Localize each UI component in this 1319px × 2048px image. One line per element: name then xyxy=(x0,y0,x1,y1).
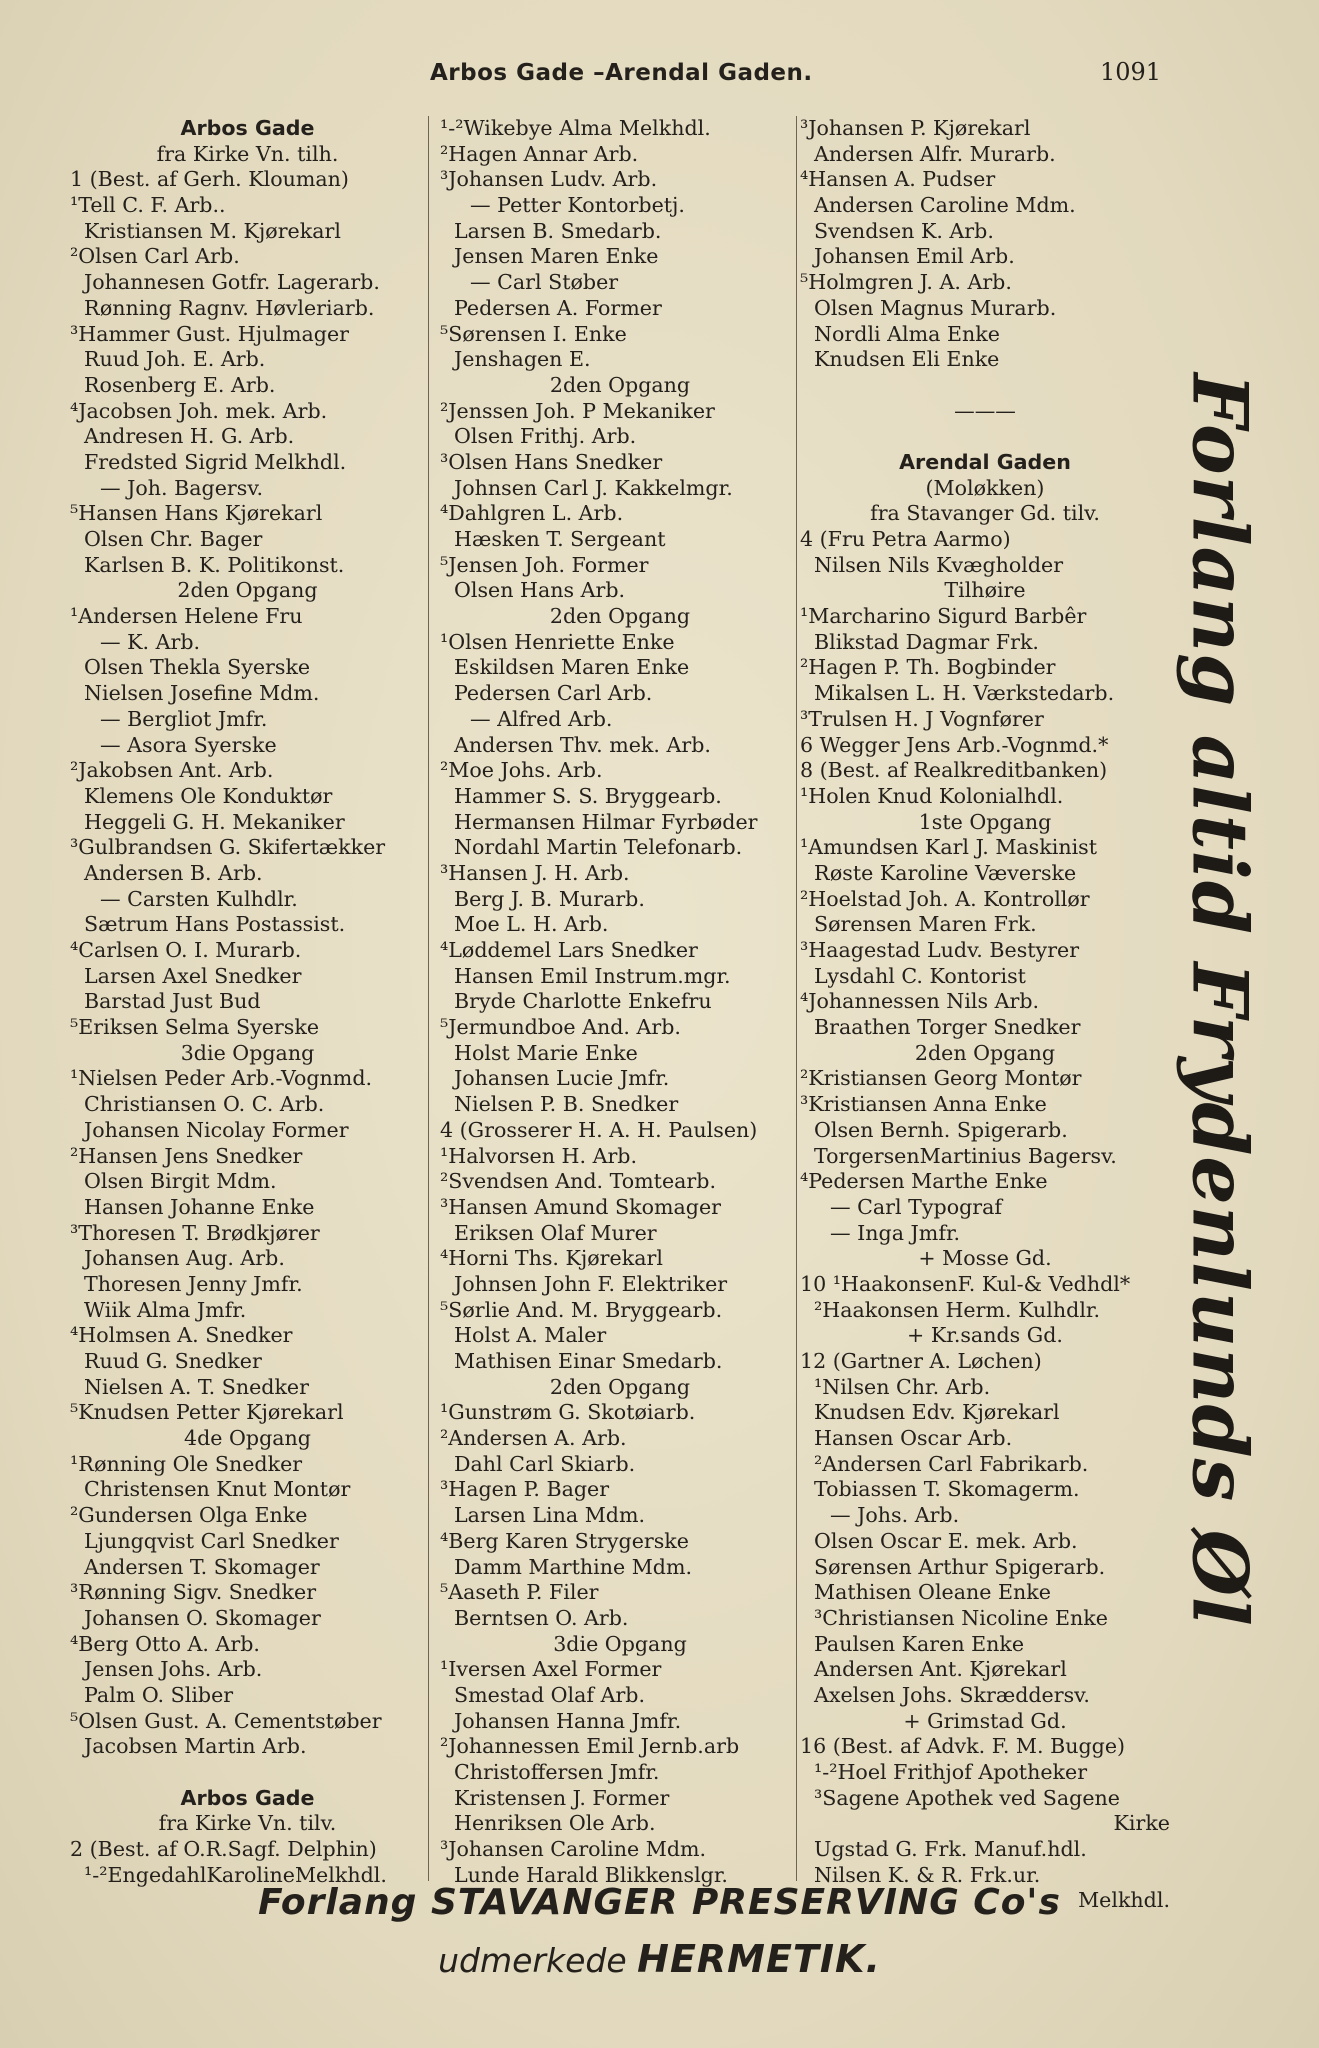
directory-entry: Johannesen Gotfr. Lagerarb. xyxy=(84,270,380,295)
directory-entry: Paulsen Karen Enke xyxy=(814,1631,1025,1656)
directory-entry: ⁵Jermundboe And. Arb. xyxy=(440,1015,681,1040)
directory-entry: ²Moe Johs. Arb. xyxy=(440,758,603,783)
section-label: 2den Opgang xyxy=(177,578,318,603)
directory-entry: Sørensen Arthur Spigerarb. xyxy=(814,1554,1106,1579)
directory-entry: Johansen O. Skomager xyxy=(84,1605,321,1630)
directory-entry: ⁴Løddemel Lars Snedker xyxy=(440,938,698,962)
directory-entry: Olsen Thekla Syerske xyxy=(84,655,311,680)
directory-entry: ²Johannessen Emil Jernb.arb xyxy=(440,1734,740,1759)
directory-entry: Palm O. Sliber xyxy=(84,1682,234,1707)
directory-entry: ⁵Hansen Hans Kjørekarl xyxy=(70,501,323,526)
directory-entry: Olsen Oscar E. mek. Arb. xyxy=(814,1528,1078,1553)
directory-entry: Sætrum Hans Postassist. xyxy=(84,912,346,937)
directory-entry: ³Johansen P. Kjørekarl xyxy=(800,116,1031,140)
directory-entry: Johnsen John F. Elektriker xyxy=(454,1271,728,1296)
directory-entry: ²Gundersen Olga Enke xyxy=(70,1503,308,1528)
directory-entry: Hansen Johanne Enke xyxy=(84,1194,315,1219)
directory-entry: Larsen B. Smedarb. xyxy=(454,218,662,243)
directory-entry: ²Andersen A. Arb. xyxy=(440,1426,627,1451)
directory-entry: Andersen B. Arb. xyxy=(84,860,263,885)
directory-entry: Holst Marie Enke xyxy=(454,1040,638,1065)
directory-entry: ³Gulbrandsen G. Skifertækker xyxy=(70,835,386,860)
section-label: 3die Opgang xyxy=(180,1040,315,1065)
directory-entry: ¹Rønning Ole Snedker xyxy=(70,1451,303,1476)
directory-entry: Dahl Carl Skiarb. xyxy=(454,1451,636,1476)
directory-entry: — Carl Typograf xyxy=(830,1194,1003,1219)
directory-entry: — Bergliot Jmfr. xyxy=(100,706,268,731)
directory-entry: ⁴Jacobsen Joh. mek. Arb. xyxy=(70,398,328,423)
directory-column-right xyxy=(800,116,1170,1914)
directory-entry: Thoresen Jenny Jmfr. xyxy=(84,1271,303,1296)
directory-entry: Christiansen O. C. Arb. xyxy=(84,1092,325,1117)
directory-entry: Hansen Emil Instrum.mgr. xyxy=(454,963,731,988)
directory-entry: ³Johansen Caroline Mdm. xyxy=(440,1837,707,1862)
directory-entry: ¹-²Wikebye Alma Melkhdl. xyxy=(440,116,711,140)
directory-entry: ⁴Johannessen Nils Arb. xyxy=(800,989,1040,1014)
sidebar-advertisement xyxy=(1175,373,1265,1627)
directory-entry: Johansen Emil Arb. xyxy=(814,244,1015,269)
directory-entry: Klemens Ole Konduktør xyxy=(84,783,333,808)
directory-entry: Henriksen Ole Arb. xyxy=(454,1811,656,1836)
directory-entry: Ugstad G. Frk. Manuf.hdl. xyxy=(814,1837,1087,1862)
directory-entry: Johansen Aug. Arb. xyxy=(84,1246,285,1271)
directory-entry: ¹Marcharino Sigurd Barbêr xyxy=(800,604,1087,629)
directory-entry: ⁴Hansen A. Pudser xyxy=(800,167,996,192)
directory-entry: ²Olsen Carl Arb. xyxy=(70,244,240,269)
directory-entry: ³Kristiansen Anna Enke xyxy=(800,1092,1047,1117)
section-label: + Kr.sands Gd. xyxy=(907,1323,1063,1348)
directory-entry: ⁵Olsen Gust. A. Cementstøber xyxy=(70,1708,382,1733)
directory-entry: Rosenberg E. Arb. xyxy=(84,372,276,397)
directory-entry: ²Haakonsen Herm. Kulhdlr. xyxy=(814,1297,1101,1322)
directory-entry: ¹Nielsen Peder Arb.-Vognmd. xyxy=(70,1066,373,1091)
directory-entry: Mikalsen L. H. Værkstedarb. xyxy=(814,681,1115,706)
footer-ad-line-2 xyxy=(0,1937,1319,1981)
directory-entry: ⁵Knudsen Petter Kjørekarl xyxy=(70,1400,344,1425)
directory-column-left xyxy=(70,116,425,1888)
directory-entry: ⁴Carlsen O. I. Murarb. xyxy=(70,938,302,962)
directory-entry: Kristensen J. Former xyxy=(454,1785,670,1810)
directory-entry: ³Hammer Gust. Hjulmager xyxy=(70,321,349,346)
directory-entry: Nilsen K. & R. Frk.ur. xyxy=(814,1862,1041,1887)
directory-entry: 4 (Fru Petra Aarmo) xyxy=(800,527,1011,551)
section-label: 3die Opgang xyxy=(553,1631,687,1656)
section-label: + Mosse Gd. xyxy=(918,1246,1052,1271)
directory-entry: Mathisen Oleane Enke xyxy=(814,1580,1051,1605)
directory-entry: Olsen Chr. Bager xyxy=(84,527,263,551)
directory-entry: ³Hansen Amund Skomager xyxy=(440,1194,721,1219)
section-label: ——— xyxy=(954,398,1016,423)
directory-entry: 8 (Best. af Realkreditbanken) xyxy=(800,758,1108,783)
directory-entry: Jensen Johs. Arb. xyxy=(84,1657,263,1682)
directory-entry: 16 (Best. af Advk. F. M. Bugge) xyxy=(800,1734,1126,1759)
directory-entry: Kirke xyxy=(1113,1811,1170,1836)
directory-entry: ²Jakobsen Ant. Arb. xyxy=(70,758,274,783)
directory-entry: Olsen Bernh. Spigerarb. xyxy=(814,1117,1068,1142)
directory-entry: Nordahl Martin Telefonarb. xyxy=(454,835,743,860)
section-label: Tilhøire xyxy=(944,578,1026,603)
directory-entry: ³Haagestad Ludv. Bestyrer xyxy=(800,938,1080,962)
directory-entry: Nilsen Nils Kvægholder xyxy=(814,552,1064,577)
directory-entry: ¹Tell C. F. Arb.. xyxy=(70,193,226,218)
directory-entry: Andersen Thv. mek. Arb. xyxy=(454,732,711,757)
directory-entry: Andersen Ant. Kjørekarl xyxy=(814,1657,1067,1682)
directory-entry: — Carsten Kulhdlr. xyxy=(100,886,298,911)
directory-entry: Nielsen P. B. Snedker xyxy=(454,1092,679,1117)
directory-entry: ²Andersen Carl Fabrikarb. xyxy=(814,1451,1089,1476)
directory-entry: — Carl Støber xyxy=(470,270,619,295)
directory-entry: 12 (Gartner A. Løchen) xyxy=(800,1349,1042,1373)
directory-entry: ²Hansen Jens Snedker xyxy=(70,1143,303,1168)
directory-entry: 2 (Best. af O.R.Sagf. Delphin) xyxy=(70,1837,377,1862)
directory-entry: ³Sagene Apothek ved Sagene xyxy=(814,1785,1120,1810)
directory-entry: ¹-²EngedahlKarolineMelkhdl. xyxy=(84,1862,387,1887)
directory-entry: Olsen Frithj. Arb. xyxy=(454,424,637,449)
directory-entry: ⁵Holmgren J. A. Arb. xyxy=(800,270,1012,295)
directory-entry: 4 (Grosserer H. A. H. Paulsen) xyxy=(440,1117,758,1142)
section-label: fra Kirke Vn. tilv. xyxy=(158,1811,337,1836)
directory-entry: Berntsen O. Arb. xyxy=(454,1605,629,1630)
directory-entry: ³Rønning Sigv. Snedker xyxy=(70,1580,317,1605)
directory-entry: ¹Halvorsen H. Arb. xyxy=(440,1143,638,1168)
directory-entry: — K. Arb. xyxy=(100,629,201,654)
directory-entry: ²Hagen Annar Arb. xyxy=(440,141,639,166)
directory-entry: Hermansen Hilmar Fyrbøder xyxy=(454,809,758,834)
directory-entry: Lunde Harald Blikkenslgr. xyxy=(454,1862,728,1887)
directory-entry: ⁵Sørensen I. Enke xyxy=(440,321,627,346)
directory-entry: ¹Olsen Henriette Enke xyxy=(440,629,675,654)
directory-entry: Hæsken T. Sergeant xyxy=(454,527,666,551)
directory-entry: Johansen Lucie Jmfr. xyxy=(454,1066,670,1091)
section-label: fra Stavanger Gd. tilv. xyxy=(870,501,1100,526)
directory-entry: Knudsen Eli Enke xyxy=(814,347,1000,372)
directory-entry: Larsen Axel Snedker xyxy=(84,963,302,988)
directory-entry: ⁴Berg Otto A. Arb. xyxy=(70,1631,260,1656)
directory-entry: ⁵Aaseth P. Filer xyxy=(440,1580,599,1605)
directory-entry: Pedersen A. Former xyxy=(454,295,662,320)
directory-entry: ²Hoelstad Joh. A. Kontrollør xyxy=(800,886,1090,911)
section-label: (Moløkken) xyxy=(925,475,1045,500)
directory-entry: ⁴Holmsen A. Snedker xyxy=(70,1323,293,1348)
directory-entry: Nielsen A. T. Snedker xyxy=(84,1374,309,1399)
directory-entry: Berg J. B. Murarb. xyxy=(454,886,645,911)
directory-entry: Johansen Hanna Jmfr. xyxy=(454,1708,682,1733)
section-label: 2den Opgang xyxy=(549,372,691,397)
directory-entry: Braathen Torger Snedker xyxy=(814,1015,1081,1040)
directory-entry: Axelsen Johs. Skræddersv. xyxy=(814,1682,1090,1707)
directory-entry: Karlsen B. K. Politikonst. xyxy=(84,552,345,577)
directory-entry: ¹Iversen Axel Former xyxy=(440,1657,662,1682)
directory-entry: ¹Nilsen Chr. Arb. xyxy=(814,1374,991,1399)
directory-entry: Ljungqvist Carl Snedker xyxy=(84,1528,339,1553)
directory-entry: — Alfred Arb. xyxy=(470,706,613,731)
directory-entry: 1 (Best. af Gerh. Klouman) xyxy=(70,167,349,192)
directory-entry: ⁴Berg Karen Strygerske xyxy=(440,1528,689,1553)
directory-entry: ⁵Sørlie And. M. Bryggearb. xyxy=(440,1297,723,1322)
directory-entry: Christensen Knut Montør xyxy=(84,1477,351,1502)
section-label: 2den Opgang xyxy=(914,1040,1056,1065)
directory-entry: Holst A. Maler xyxy=(454,1323,607,1348)
directory-entry: Blikstad Dagmar Frk. xyxy=(814,629,1039,654)
directory-entry: Jensen Maren Enke xyxy=(454,244,659,269)
directory-entry: Bryde Charlotte Enkefru xyxy=(454,989,712,1014)
section-label: 2den Opgang xyxy=(549,604,691,629)
directory-entry: ³Hagen P. Bager xyxy=(440,1477,610,1502)
directory-entry: Melkhdl. xyxy=(1078,1888,1170,1913)
directory-entry: Wiik Alma Jmfr. xyxy=(84,1297,247,1322)
directory-entry: Kristiansen M. Kjørekarl xyxy=(84,218,341,243)
directory-entry: Eskildsen Maren Enke xyxy=(454,655,690,680)
directory-entry: Nordli Alma Enke xyxy=(814,321,1000,346)
directory-column-middle xyxy=(440,116,800,1888)
page-header xyxy=(0,56,1319,96)
directory-entry: Damm Marthine Mdm. xyxy=(454,1554,693,1579)
directory-entry: — Inga Jmfr. xyxy=(830,1220,961,1245)
directory-entry: — Johs. Arb. xyxy=(830,1503,960,1528)
directory-entry: ³Thoresen T. Brødkjører xyxy=(70,1220,320,1245)
directory-entry: Nielsen Josefine Mdm. xyxy=(84,681,320,706)
directory-entry: Olsen Magnus Murarb. xyxy=(814,295,1057,320)
directory-entry: ³Hansen J. H. Arb. xyxy=(440,860,630,885)
directory-entry: Jacobsen Martin Arb. xyxy=(84,1734,307,1759)
directory-entry: Moe L. H. Arb. xyxy=(454,912,609,937)
directory-entry: Lysdahl C. Kontorist xyxy=(814,963,1026,988)
directory-entry: Sørensen Maren Frk. xyxy=(814,912,1037,937)
directory-entry: ⁴Horni Ths. Kjørekarl xyxy=(440,1246,663,1271)
directory-entry: ¹Gunstrøm G. Skotøiarb. xyxy=(440,1400,696,1425)
directory-entry: 6 Wegger Jens Arb.-Vognmd.* xyxy=(800,732,1109,757)
directory-entry: ¹Holen Knud Kolonialhdl. xyxy=(800,783,1064,808)
directory-entry: Knudsen Edv. Kjørekarl xyxy=(814,1400,1060,1425)
footer-ad-line-1: Forlang STAVANGER PRESERVING Co's xyxy=(258,1882,1061,1923)
directory-entry: ²Kristiansen Georg Montør xyxy=(800,1066,1082,1091)
directory-entry: Johnsen Carl J. Kakkelmgr. xyxy=(454,475,733,500)
directory-entry: — Asora Syerske xyxy=(100,732,277,757)
directory-entry: Røste Karoline Væverske xyxy=(814,860,1077,885)
directory-entry: Ruud G. Snedker xyxy=(84,1349,262,1373)
street-heading: Arbos Gade xyxy=(180,1785,315,1810)
section-label: 4de Opgang xyxy=(184,1426,311,1451)
directory-entry: Pedersen Carl Arb. xyxy=(454,681,653,706)
directory-entry: Andersen T. Skomager xyxy=(84,1554,320,1579)
directory-entry: ⁴Dahlgren L. Arb. xyxy=(440,501,624,526)
directory-entry xyxy=(800,424,1170,450)
section-label: fra Kirke Vn. tilh. xyxy=(156,141,339,166)
directory-entry: Jenshagen E. xyxy=(454,347,591,372)
directory-entry: ⁴Pedersen Marthe Enke xyxy=(800,1169,1048,1194)
directory-entry: ²Jenssen Joh. P Mekaniker xyxy=(440,398,715,423)
directory-entry xyxy=(70,1760,425,1786)
directory-entry: Christoffersen Jmfr. xyxy=(454,1760,660,1784)
directory-entry: ⁵Eriksen Selma Syerske xyxy=(70,1015,320,1040)
directory-entry: Hansen Oscar Arb. xyxy=(814,1426,1013,1451)
directory-entry xyxy=(800,373,1170,399)
section-label: 2den Opgang xyxy=(549,1374,691,1399)
directory-entry: Heggeli G. H. Mekaniker xyxy=(84,809,345,834)
directory-entry: ²Hagen P. Th. Bogbinder xyxy=(800,655,1056,680)
directory-entry: Ruud Joh. E. Arb. xyxy=(84,347,266,372)
street-heading: Arbos Gade xyxy=(180,116,315,140)
page-title: Arbos Gade –Arendal Gaden. xyxy=(430,60,813,86)
directory-entry: Hammer S. S. Bryggearb. xyxy=(454,783,722,808)
directory-entry: 10 ¹HaakonsenF. Kul-& Vedhdl* xyxy=(800,1271,1131,1296)
directory-entry: Andersen Caroline Mdm. xyxy=(814,193,1076,218)
directory-entry: Tobiassen T. Skomagerm. xyxy=(814,1477,1080,1502)
directory-entry: Andresen H. G. Arb. xyxy=(84,424,295,449)
sidebar-ad-text: Forlang altid Frydenlunds Øl xyxy=(1175,373,1265,1627)
directory-entry: Eriksen Olaf Murer xyxy=(454,1220,657,1245)
directory-entry: ³Olsen Hans Snedker xyxy=(440,449,663,474)
directory-entry: ¹-²Hoel Frithjof Apotheker xyxy=(814,1760,1088,1784)
directory-entry: Svendsen K. Arb. xyxy=(814,218,994,243)
directory-entry: ³Trulsen H. J Vognfører xyxy=(800,706,1044,731)
directory-entry: Larsen Lina Mdm. xyxy=(454,1503,646,1528)
directory-entry: Mathisen Einar Smedarb. xyxy=(454,1349,723,1373)
column-divider xyxy=(428,116,429,1881)
directory-entry: Andersen Alfr. Murarb. xyxy=(814,141,1056,166)
page-number: 1091 xyxy=(1100,58,1162,86)
directory-entry: Olsen Hans Arb. xyxy=(454,578,626,603)
directory-entry: ⁵Jensen Joh. Former xyxy=(440,552,649,577)
directory-entry: ²Svendsen And. Tomtearb. xyxy=(440,1169,716,1194)
section-label: + Grimstad Gd. xyxy=(903,1708,1067,1733)
directory-entry: Barstad Just Bud xyxy=(84,989,261,1014)
directory-entry: TorgersenMartinius Bagersv. xyxy=(814,1143,1117,1168)
directory-entry: ³Christiansen Nicoline Enke xyxy=(814,1605,1108,1630)
footer-ad-brand: HERMETIK. xyxy=(637,1937,881,1981)
directory-entry: Johansen Nicolay Former xyxy=(84,1117,349,1142)
directory-entry: Fredsted Sigrid Melkhdl. xyxy=(84,449,347,474)
directory-entry: ¹Andersen Helene Fru xyxy=(70,604,303,629)
directory-entry: Smestad Olaf Arb. xyxy=(454,1682,646,1707)
footer-ad-prefix: udmerkede xyxy=(438,1941,627,1980)
directory-entry: Rønning Ragnv. Høvleriarb. xyxy=(84,295,375,320)
directory-entry: ¹Amundsen Karl J. Maskinist xyxy=(800,835,1098,860)
directory-entry: ³Johansen Ludv. Arb. xyxy=(440,167,658,192)
directory-entry: Olsen Birgit Mdm. xyxy=(84,1169,277,1194)
directory-entry: — Joh. Bagersv. xyxy=(100,475,264,500)
section-label: 1ste Opgang xyxy=(918,809,1052,834)
street-heading: Arendal Gaden xyxy=(899,449,1071,474)
column-divider xyxy=(796,116,797,1881)
directory-entry: — Petter Kontorbetj. xyxy=(470,193,685,218)
